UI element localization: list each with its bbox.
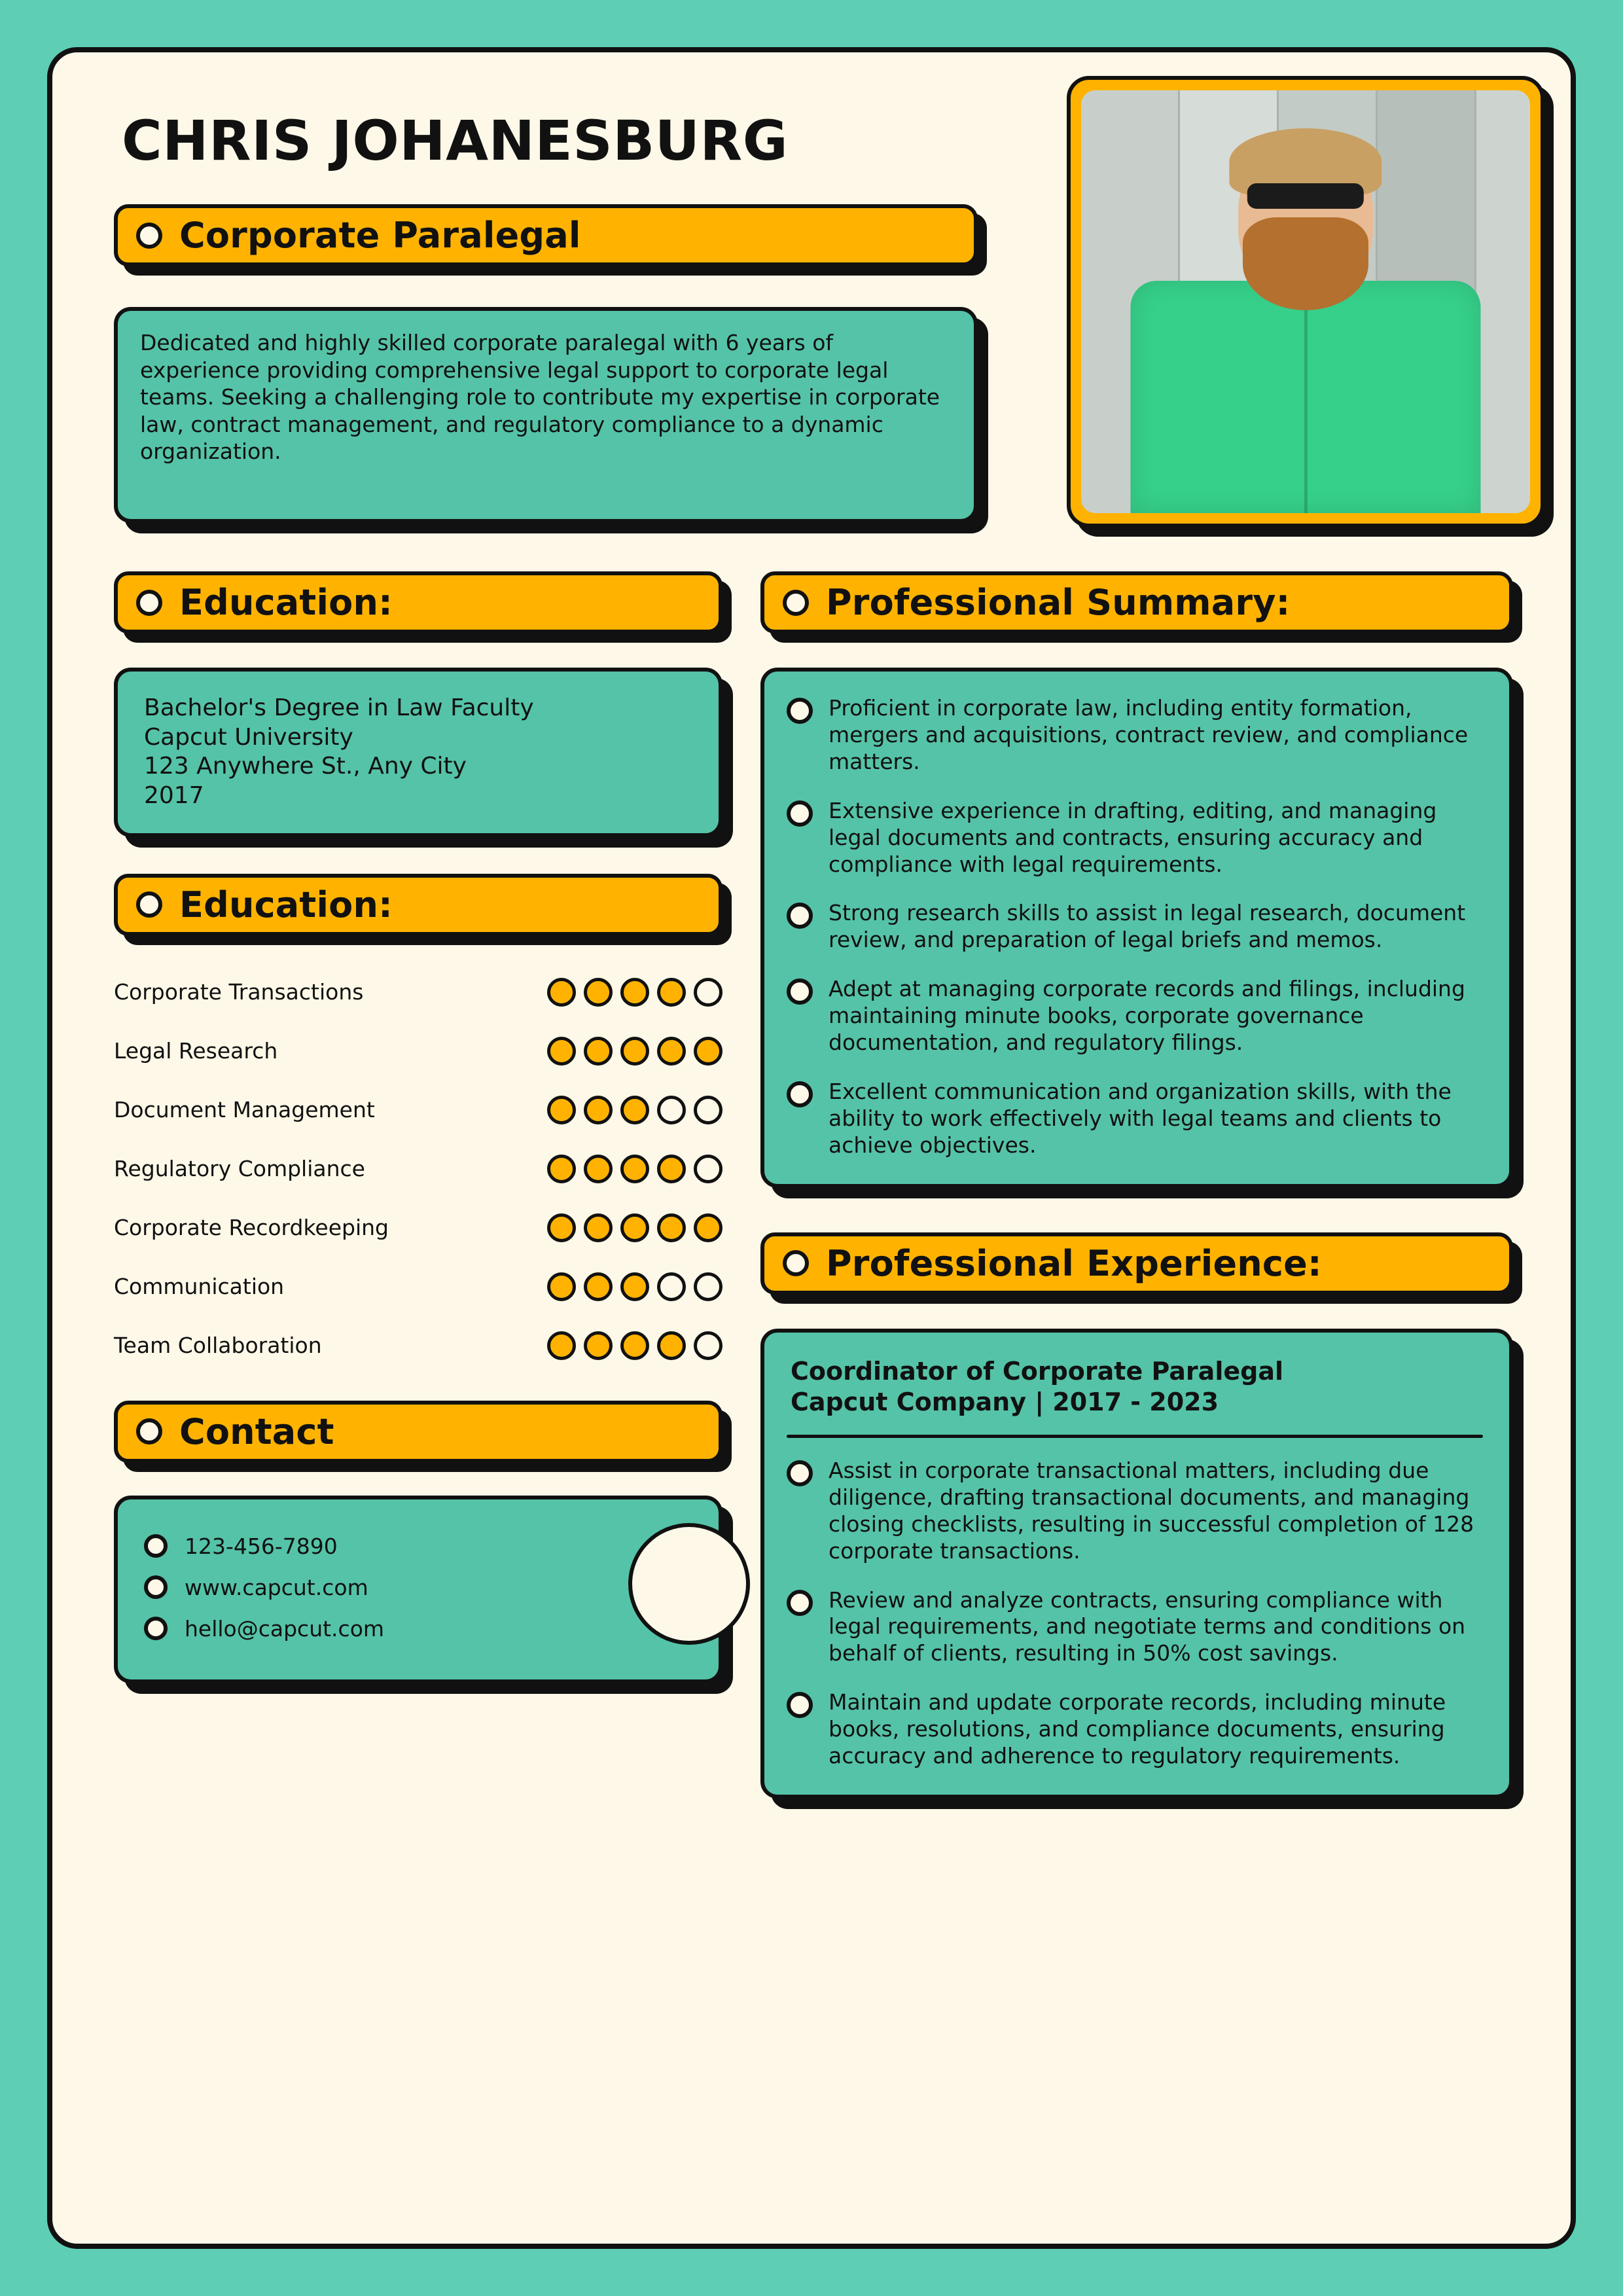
- summary-bullet-text: Excellent communication and organization skills, with the ability to work effectively with legal teams and clients to achieve objectives.: [829, 1078, 1452, 1158]
- skill-label: Corporate Recordkeeping: [114, 1215, 389, 1240]
- skill-label: Legal Research: [114, 1038, 278, 1064]
- circle-bullet-icon: [783, 590, 809, 616]
- divider: [787, 1435, 1483, 1438]
- skill-row: [114, 978, 722, 1007]
- summary-bullet-text: Adept at managing corporate records and filings, including maintaining minute books, corporate governance documentation, and regulatory filings.: [829, 976, 1465, 1056]
- skill-rating: [547, 1155, 722, 1183]
- skill-rating: [547, 978, 722, 1007]
- education-school: Capcut University: [144, 723, 353, 751]
- summary-bullet-text: Proficient in corporate law, including entity formation, mergers and acquisitions, contract review, and compliance matters.: [829, 695, 1469, 774]
- experience-heading-pill: [760, 1232, 1513, 1295]
- right-column: [760, 571, 1513, 1799]
- circle-bullet-icon: [787, 1460, 813, 1486]
- skill-rating: [547, 1272, 722, 1301]
- list-item: [787, 1079, 1483, 1159]
- circle-bullet-icon: [787, 800, 813, 827]
- contact-website[interactable]: [144, 1575, 692, 1600]
- left-column: [114, 571, 722, 1683]
- circle-bullet-icon: [787, 1590, 813, 1616]
- contact-heading-label: Contact: [179, 1410, 334, 1452]
- content-columns: [99, 571, 1524, 2077]
- list-item: [787, 900, 1483, 954]
- skill-rating: [547, 1096, 722, 1124]
- skill-row: [114, 1096, 722, 1124]
- summary-bullet-text: Extensive experience in drafting, editing, and managing legal documents and contracts, ensuring accuracy and compliance with legal requirements.: [829, 797, 1437, 877]
- contact-website-label: www.capcut.com: [185, 1574, 368, 1600]
- phone-icon: [144, 1534, 168, 1558]
- list-item: [787, 1587, 1483, 1668]
- globe-icon: [144, 1575, 168, 1599]
- education-heading-label: Education:: [179, 582, 393, 623]
- circle-bullet-icon: [783, 1250, 809, 1276]
- contact-heading-pill: [114, 1401, 722, 1463]
- skills-heading-pill: [114, 874, 722, 936]
- skill-rating: [547, 1037, 722, 1066]
- qr-code-circle: [628, 1523, 750, 1645]
- skill-label: Corporate Transactions: [114, 979, 364, 1005]
- profile-summary-text: Dedicated and highly skilled corporate paralegal with 6 years of experience providing comprehensive legal support to corporate legal teams. Seeking a challenging role to contribute my expertise in corporate law, contract management, and regulatory compliance to a dynamic organization.: [140, 330, 940, 465]
- experience-company-dates: Capcut Company | 2017 - 2023: [791, 1387, 1219, 1416]
- contact-card: [114, 1496, 722, 1683]
- skill-label: Communication: [114, 1274, 285, 1299]
- contact-phone[interactable]: [144, 1534, 692, 1559]
- list-item: [787, 695, 1483, 776]
- profile-photo: [1081, 90, 1530, 513]
- circle-bullet-icon: [136, 590, 162, 616]
- education-card: [114, 668, 722, 837]
- list-item: [787, 1689, 1483, 1770]
- education-degree: Bachelor's Degree in Law Faculty: [144, 694, 534, 721]
- skill-label: Document Management: [114, 1097, 375, 1122]
- experience-heading-label: Professional Experience:: [826, 1242, 1322, 1284]
- circle-bullet-icon: [787, 903, 813, 929]
- experience-bullet-text: Assist in corporate transactional matters, including due diligence, drafting transactional documents, and managing closing checklists, resulting in successful completion of 128 corporate transactions.: [829, 1457, 1474, 1564]
- experience-bullet-text: Maintain and update corporate records, including minute books, resolutions, and compliance documents, ensuring accuracy and adherence to regulatory requirements.: [829, 1689, 1446, 1769]
- skill-label: Regulatory Compliance: [114, 1156, 365, 1181]
- profile-summary-card: [114, 307, 978, 523]
- mail-icon: [144, 1617, 168, 1640]
- professional-summary-heading-pill: [760, 571, 1513, 634]
- skills-list: [114, 978, 722, 1360]
- education-heading-pill: [114, 571, 722, 634]
- profile-photo-frame: [1067, 76, 1544, 528]
- experience-bullet-text: Review and analyze contracts, ensuring compliance with legal requirements, and negotiate terms and conditions on behalf of clients, resulting in 50% cost savings.: [829, 1587, 1466, 1666]
- circle-bullet-icon: [787, 698, 813, 724]
- list-item: [787, 976, 1483, 1056]
- education-address: 123 Anywhere St., Any City: [144, 753, 467, 780]
- summary-bullet-text: Strong research skills to assist in legal research, document review, and preparation of legal briefs and memos.: [829, 900, 1466, 953]
- page-title: CHRIS JOHANESBURG: [122, 109, 789, 173]
- list-item: [787, 1458, 1483, 1565]
- skills-heading-label: Education:: [179, 884, 393, 925]
- circle-bullet-icon: [787, 978, 813, 1005]
- contact-email[interactable]: [144, 1616, 692, 1641]
- skill-rating: [547, 1331, 722, 1360]
- circle-bullet-icon: [136, 891, 162, 918]
- experience-card: [760, 1329, 1513, 1799]
- contact-email-label: hello@capcut.com: [185, 1615, 385, 1641]
- skill-rating: [547, 1213, 722, 1242]
- skill-row: [114, 1213, 722, 1242]
- circle-bullet-icon: [787, 1692, 813, 1718]
- professional-summary-card: [760, 668, 1513, 1188]
- experience-role: Coordinator of Corporate Paralegal: [791, 1356, 1283, 1386]
- resume-sheet: [47, 47, 1576, 2249]
- skill-row: [114, 1331, 722, 1360]
- job-title-pill: [114, 204, 978, 266]
- list-item: [787, 798, 1483, 878]
- circle-bullet-icon: [787, 1081, 813, 1107]
- header-section: [99, 109, 1524, 523]
- skill-label: Team Collaboration: [114, 1333, 322, 1358]
- circle-bullet-icon: [136, 1418, 162, 1444]
- skill-row: [114, 1037, 722, 1066]
- circle-bullet-icon: [136, 223, 162, 249]
- skill-row: [114, 1155, 722, 1183]
- skill-row: [114, 1272, 722, 1301]
- education-year: 2017: [144, 781, 204, 809]
- job-title-label: Corporate Paralegal: [179, 215, 581, 256]
- professional-summary-heading-label: Professional Summary:: [826, 582, 1291, 623]
- contact-phone-label: 123-456-7890: [185, 1533, 338, 1559]
